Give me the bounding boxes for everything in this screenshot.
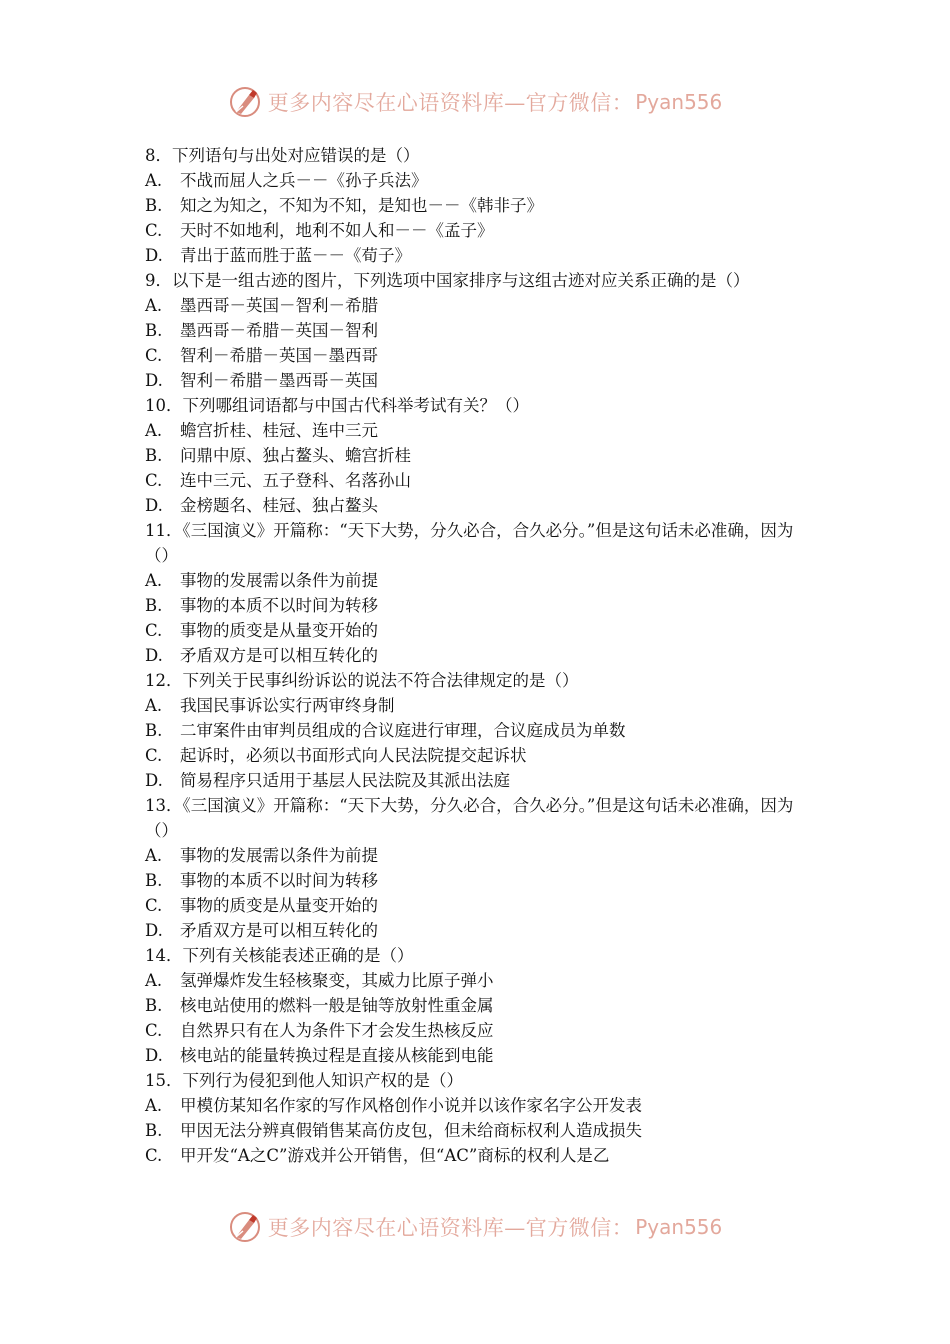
option-label: A. xyxy=(145,296,163,315)
option-text: 事物的质变是从量变开始的 xyxy=(180,621,378,640)
option-text: 事物的发展需以条件为前提 xyxy=(180,571,378,590)
option-label: C. xyxy=(145,1021,163,1040)
option-label: B. xyxy=(145,321,163,340)
option-13-c xyxy=(145,893,810,918)
option-11-c xyxy=(145,618,810,643)
option-text: 自然界只有在人为条件下才会发生热核反应 xyxy=(180,1021,494,1040)
option-label: A. xyxy=(145,421,163,440)
option-text: 矛盾双方是可以相互转化的 xyxy=(180,646,378,665)
banner-text: 更多内容尽在心语资料库—官方微信： xyxy=(267,1216,634,1240)
option-label: C. xyxy=(145,221,163,240)
option-text: 氢弹爆炸发生轻核聚变，其威力比原子弹小 xyxy=(180,971,494,990)
option-9-c xyxy=(145,343,810,368)
option-13-b xyxy=(145,868,810,893)
option-text: 智利－希腊－英国－墨西哥 xyxy=(180,346,378,365)
option-12-c xyxy=(145,743,810,768)
option-text: 甲开发“A之C”游戏并公开销售，但“AC”商标的权利人是乙 xyxy=(180,1146,610,1165)
question-text: 《三国演义》开篇称：“天下大势，分久必合，合久必分。”但是这句话未必准确，因为（） xyxy=(145,521,794,565)
option-text: 不战而屈人之兵－－《孙子兵法》 xyxy=(180,171,428,190)
question-15 xyxy=(145,1068,810,1093)
option-13-a xyxy=(145,843,810,868)
option-8-c xyxy=(145,218,810,243)
option-text: 我国民事诉讼实行两审终身制 xyxy=(180,696,395,715)
option-label: B. xyxy=(145,1121,163,1140)
question-number: 15． xyxy=(145,1071,183,1090)
option-14-d xyxy=(145,1043,810,1068)
option-label: D. xyxy=(145,246,163,265)
option-14-c xyxy=(145,1018,810,1043)
footer-banner xyxy=(0,1207,950,1247)
question-text: 下列关于民事纠纷诉讼的说法不符合法律规定的是（） xyxy=(182,671,579,690)
question-14 xyxy=(145,943,810,968)
option-13-d xyxy=(145,918,810,943)
option-label: D. xyxy=(145,921,163,940)
option-10-a xyxy=(145,418,810,443)
option-label: C. xyxy=(145,896,163,915)
option-text: 墨西哥－英国－智利－希腊 xyxy=(180,296,378,315)
option-text: 甲模仿某知名作家的写作风格创作小说并以该作家名字公开发表 xyxy=(180,1096,642,1115)
option-14-b xyxy=(145,993,810,1018)
option-label: D. xyxy=(145,371,163,390)
option-text: 智利－希腊－墨西哥－英国 xyxy=(180,371,378,390)
option-text: 蟾宫折桂、桂冠、连中三元 xyxy=(180,421,378,440)
option-15-a xyxy=(145,1093,810,1118)
option-text: 墨西哥－希腊－英国－智利 xyxy=(180,321,378,340)
option-text: 金榜题名、桂冠、独占鳌头 xyxy=(180,496,378,515)
question-number: 10． xyxy=(145,396,183,415)
question-text: 下列有关核能表述正确的是（） xyxy=(182,946,414,965)
option-9-a xyxy=(145,293,810,318)
option-11-d xyxy=(145,643,810,668)
option-label: D. xyxy=(145,771,163,790)
option-label: B. xyxy=(145,721,163,740)
question-text: 下列行为侵犯到他人知识产权的是（） xyxy=(182,1071,463,1090)
question-number: 11． xyxy=(145,521,183,540)
option-10-b xyxy=(145,443,810,468)
option-label: B. xyxy=(145,196,163,215)
banner-handle: Pyan556 xyxy=(635,90,723,114)
option-text: 问鼎中原、独占鳌头、蟾宫折桂 xyxy=(180,446,411,465)
pen-nib-logo-icon xyxy=(228,1210,262,1244)
header-banner xyxy=(0,82,950,122)
option-9-b xyxy=(145,318,810,343)
option-12-a xyxy=(145,693,810,718)
option-9-d xyxy=(145,368,810,393)
question-number: 13． xyxy=(145,796,183,815)
option-text: 事物的质变是从量变开始的 xyxy=(180,896,378,915)
pen-nib-logo-icon xyxy=(228,85,262,119)
option-text: 知之为知之，不知为不知，是知也－－《韩非子》 xyxy=(180,196,543,215)
option-label: A. xyxy=(145,846,163,865)
banner-text: 更多内容尽在心语资料库—官方微信： xyxy=(267,91,634,115)
question-number: 14． xyxy=(145,946,183,965)
question-11 xyxy=(145,518,810,568)
option-text: 事物的发展需以条件为前提 xyxy=(180,846,378,865)
question-10 xyxy=(145,393,810,418)
question-number: 12． xyxy=(145,671,183,690)
question-text: 下列哪组词语都与中国古代科举考试有关？（） xyxy=(182,396,529,415)
option-label: B. xyxy=(145,446,163,465)
option-label: A. xyxy=(145,171,163,190)
option-label: D. xyxy=(145,1046,163,1065)
option-10-d xyxy=(145,493,810,518)
option-label: D. xyxy=(145,646,163,665)
option-label: C. xyxy=(145,621,163,640)
question-number: 8． xyxy=(145,146,172,165)
option-label: B. xyxy=(145,596,163,615)
option-8-d xyxy=(145,243,810,268)
option-text: 核电站使用的燃料一般是铀等放射性重金属 xyxy=(180,996,494,1015)
option-10-c xyxy=(145,468,810,493)
option-label: A. xyxy=(145,696,163,715)
option-text: 核电站的能量转换过程是直接从核能到电能 xyxy=(180,1046,494,1065)
option-12-d xyxy=(145,768,810,793)
option-text: 甲因无法分辨真假销售某高仿皮包，但未给商标权利人造成损失 xyxy=(180,1121,642,1140)
question-12 xyxy=(145,668,810,693)
option-label: C. xyxy=(145,471,163,490)
option-label: C. xyxy=(145,746,163,765)
option-label: A. xyxy=(145,1096,163,1115)
option-14-a xyxy=(145,968,810,993)
question-text: 以下是一组古迹的图片，下列选项中国家排序与这组古迹对应关系正确的是（） xyxy=(172,271,750,290)
option-8-a xyxy=(145,168,810,193)
option-text: 事物的本质不以时间为转移 xyxy=(180,596,378,615)
option-text: 起诉时，必须以书面形式向人民法院提交起诉状 xyxy=(180,746,527,765)
option-text: 连中三元、五子登科、名落孙山 xyxy=(180,471,411,490)
option-label: A. xyxy=(145,971,163,990)
question-list xyxy=(145,143,810,1168)
option-text: 矛盾双方是可以相互转化的 xyxy=(180,921,378,940)
question-8 xyxy=(145,143,810,168)
option-text: 天时不如地利，地利不如人和－－《孟子》 xyxy=(180,221,494,240)
option-text: 二审案件由审判员组成的合议庭进行审理，合议庭成员为单数 xyxy=(180,721,626,740)
option-label: B. xyxy=(145,996,163,1015)
option-label: A. xyxy=(145,571,163,590)
banner-handle: Pyan556 xyxy=(635,1215,723,1239)
option-label: B. xyxy=(145,871,163,890)
option-12-b xyxy=(145,718,810,743)
option-label: D. xyxy=(145,496,163,515)
option-8-b xyxy=(145,193,810,218)
option-text: 事物的本质不以时间为转移 xyxy=(180,871,378,890)
question-9 xyxy=(145,268,810,293)
question-text: 《三国演义》开篇称：“天下大势，分久必合，合久必分。”但是这句话未必准确，因为（） xyxy=(145,796,794,840)
option-15-c xyxy=(145,1143,810,1168)
option-label: C. xyxy=(145,346,163,365)
question-number: 9． xyxy=(145,271,172,290)
option-15-b xyxy=(145,1118,810,1143)
option-11-a xyxy=(145,568,810,593)
option-text: 青出于蓝而胜于蓝－－《荀子》 xyxy=(180,246,411,265)
option-11-b xyxy=(145,593,810,618)
option-text: 简易程序只适用于基层人民法院及其派出法庭 xyxy=(180,771,510,790)
question-text: 下列语句与出处对应错误的是（） xyxy=(172,146,420,165)
option-label: C. xyxy=(145,1146,163,1165)
question-13 xyxy=(145,793,810,843)
